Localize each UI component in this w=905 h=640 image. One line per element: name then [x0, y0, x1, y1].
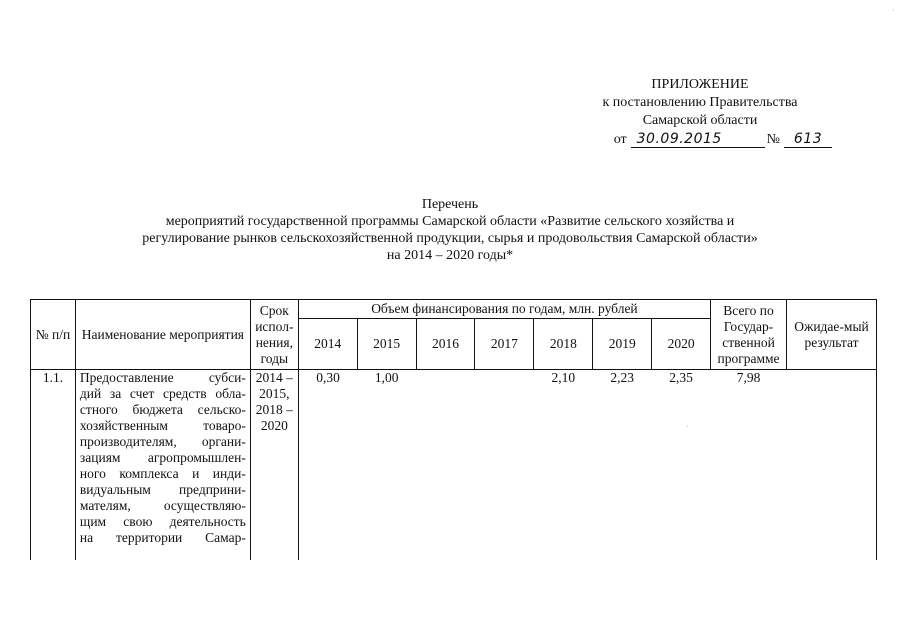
title-line-4: на 2014 – 2020 годы* [386, 248, 514, 263]
header-year-2018: 2018 [534, 319, 593, 370]
value-2017 [475, 370, 534, 560]
header-result: Ожидае-мый результат [787, 300, 877, 370]
header-year-2015: 2015 [357, 319, 416, 370]
appendix-line-2: Самарской области [642, 113, 758, 128]
header-year-2020: 2020 [652, 319, 711, 370]
activity-line: зациям агропромышлен- [79, 450, 246, 465]
row-number: 1.1. [31, 370, 76, 560]
value-2015: 1,00 [374, 370, 399, 385]
activity-line: щим свою деятельность [79, 514, 246, 529]
header-year-2014: 2014 [298, 319, 357, 370]
activity-line: на территории Самар- [79, 530, 246, 545]
header-name: Наименование мероприятия [75, 300, 250, 370]
value-2019: 2,23 [610, 370, 635, 385]
activities-table [30, 299, 877, 560]
header-year-2016: 2016 [416, 319, 475, 370]
activity-line: ного комплекса и инди- [79, 466, 246, 481]
activity-line: хозяйственным товаро- [79, 418, 246, 433]
period-line: 2015, [259, 386, 290, 401]
appendix-date-number-line [560, 131, 840, 149]
appendix-block [560, 76, 840, 149]
header-period: Срок испол-нения, годы [250, 300, 298, 370]
header-year-2019: 2019 [593, 319, 652, 370]
appendix-line-1: к постановлению Правительства [602, 95, 798, 110]
activity-line: Предоставление субси- [79, 370, 246, 385]
period-line: 2020 [260, 418, 288, 433]
activity-line: стного бюджета сельско- [79, 402, 246, 417]
header-no: № п/п [31, 300, 76, 370]
scan-speck: · [892, 6, 895, 15]
title-line-3: регулирование рынков сельскохозяйственной продукции, сырья и продовольствия Самарской области» [142, 231, 758, 246]
value-2018: 2,10 [551, 370, 576, 385]
value-result [787, 370, 877, 560]
row-activity-name [75, 370, 250, 560]
activity-line: видуальным предприни- [79, 482, 246, 497]
activity-line: дий за счет средств обла- [79, 386, 246, 401]
number-label: № [766, 132, 780, 147]
title-line-2: мероприятий государственной программы Самарской области «Развитие сельского хозяйства и [165, 214, 735, 229]
row-period [250, 370, 298, 560]
from-label: от [613, 132, 627, 147]
appendix-heading: ПРИЛОЖЕНИЕ [651, 77, 749, 92]
handwritten-number: 613 [784, 132, 832, 148]
table-row [31, 370, 877, 560]
value-2016 [416, 370, 475, 560]
header-year-2017: 2017 [475, 319, 534, 370]
period-line: 2018 – [255, 402, 293, 417]
value-total: 7,98 [736, 370, 761, 385]
period-line: 2014 – [255, 370, 293, 385]
scan-speck: · [686, 422, 689, 431]
title-line-1: Перечень [421, 197, 479, 212]
header-total: Всего по Государ-ственной программе [711, 300, 787, 370]
header-funding-group: Объем финансирования по годам, млн. рублей [298, 300, 710, 319]
value-2020: 2,35 [669, 370, 693, 385]
document-title [60, 196, 840, 264]
value-2014: 0,30 [298, 370, 357, 560]
handwritten-date: 30.09.2015 [631, 132, 765, 148]
activity-line: производителям, органи- [79, 434, 246, 449]
activity-line: мателям, осуществляю- [79, 498, 246, 513]
